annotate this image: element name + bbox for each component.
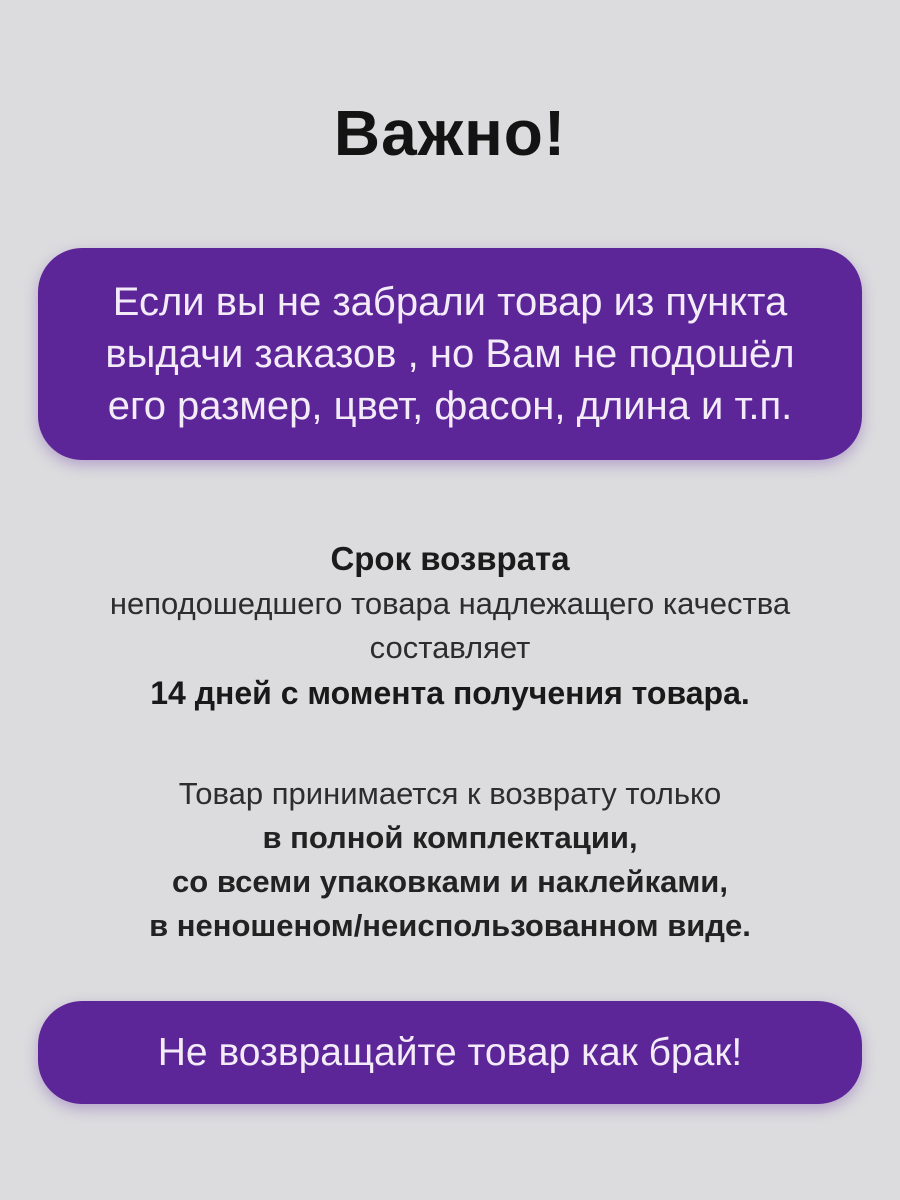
return-conditions-section <box>0 772 900 948</box>
return-conditions-line-4: в неношеном/неиспользованном виде. <box>149 908 751 943</box>
return-conditions-line-3: со всеми упаковками и наклейками, <box>172 864 728 899</box>
return-period-line-3: 14 дней с момента получения товара. <box>150 675 750 711</box>
pickup-info-line-1: Если вы не забрали товар из пункта <box>112 280 788 324</box>
return-conditions-line-2: в полной комплектации, <box>262 820 638 855</box>
return-period-line-2: составляет <box>369 630 531 665</box>
pickup-info-line-2: выдачи заказов , но Вам не подошёл <box>105 332 795 376</box>
no-defect-return-banner <box>38 1001 862 1104</box>
return-conditions-line-1: Товар принимается к возврату только <box>178 776 722 811</box>
page-title: Важно! <box>333 97 567 169</box>
pickup-info-line-3: его размер, цвет, фасон, длина и т.п. <box>107 384 793 428</box>
return-period-section <box>0 536 900 716</box>
no-defect-return-text: Не возвращайте товар как брак! <box>157 1030 743 1074</box>
pickup-info-card <box>38 248 862 460</box>
return-period-line-1: неподошедшего товара надлежащего качества <box>109 586 791 621</box>
return-period-heading: Срок возврата <box>330 540 570 577</box>
